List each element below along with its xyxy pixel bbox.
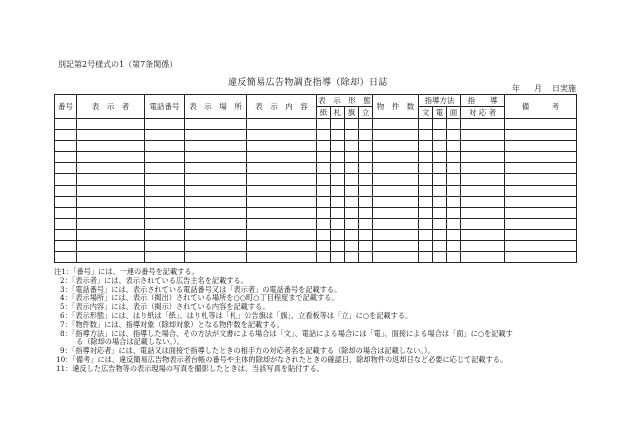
table-cell[interactable] bbox=[145, 252, 185, 263]
note-item: 2：「表示者」には、表示されている広告主名を記載する。 bbox=[60, 275, 248, 285]
table-cell[interactable] bbox=[461, 141, 505, 152]
table-cell[interactable] bbox=[447, 163, 461, 174]
header-form-flag: 旗 bbox=[345, 107, 359, 119]
table-cell[interactable] bbox=[373, 229, 419, 240]
date-year-label: 年 bbox=[512, 84, 520, 93]
table-cell[interactable] bbox=[461, 163, 505, 174]
table-cell[interactable] bbox=[55, 241, 77, 252]
table-cell[interactable] bbox=[433, 130, 447, 141]
table-cell[interactable] bbox=[317, 229, 331, 240]
table-cell[interactable] bbox=[505, 196, 577, 207]
table-row bbox=[55, 141, 577, 152]
header-method-phone: 電 bbox=[433, 107, 447, 119]
table-cell[interactable] bbox=[247, 174, 317, 185]
table-cell[interactable] bbox=[55, 119, 77, 130]
table-cell[interactable] bbox=[145, 229, 185, 240]
table-cell[interactable] bbox=[505, 229, 577, 240]
table-cell[interactable] bbox=[461, 174, 505, 185]
table-cell[interactable] bbox=[419, 241, 433, 252]
table-row bbox=[55, 229, 577, 240]
table-cell[interactable] bbox=[317, 196, 331, 207]
table-cell[interactable] bbox=[331, 241, 345, 252]
table-cell[interactable] bbox=[419, 163, 433, 174]
table-cell[interactable] bbox=[331, 207, 345, 218]
table-cell[interactable] bbox=[359, 163, 373, 174]
table-row bbox=[55, 207, 577, 218]
table-cell[interactable] bbox=[419, 130, 433, 141]
table-cell[interactable] bbox=[185, 252, 247, 263]
header-place: 表 示 場 所 bbox=[185, 95, 247, 119]
header-number: 番号 bbox=[55, 95, 77, 119]
table-cell[interactable] bbox=[77, 152, 145, 163]
table-cell[interactable] bbox=[77, 241, 145, 252]
table-cell[interactable] bbox=[185, 229, 247, 240]
table-cell[interactable] bbox=[55, 130, 77, 141]
table-cell[interactable] bbox=[373, 207, 419, 218]
table-cell[interactable] bbox=[461, 252, 505, 263]
table-cell[interactable] bbox=[331, 229, 345, 240]
table-cell[interactable] bbox=[55, 196, 77, 207]
table-cell[interactable] bbox=[331, 252, 345, 263]
table-cell[interactable] bbox=[185, 241, 247, 252]
table-cell[interactable] bbox=[331, 196, 345, 207]
table-cell[interactable] bbox=[359, 174, 373, 185]
header-form-stand: 立 bbox=[359, 107, 373, 119]
table-cell[interactable] bbox=[247, 119, 317, 130]
table-cell[interactable] bbox=[331, 218, 345, 229]
table-cell[interactable] bbox=[505, 163, 577, 174]
date-line bbox=[492, 83, 576, 94]
table-cell[interactable] bbox=[373, 174, 419, 185]
note-item: 注1：「番号」には、一連の番号を記載する。 bbox=[54, 267, 199, 276]
table-cell[interactable] bbox=[77, 130, 145, 141]
table-cell[interactable] bbox=[373, 218, 419, 229]
table-row bbox=[55, 163, 577, 174]
table-cell[interactable] bbox=[461, 241, 505, 252]
table-cell[interactable] bbox=[433, 174, 447, 185]
table-cell[interactable] bbox=[185, 207, 247, 218]
table-cell[interactable] bbox=[359, 207, 373, 218]
table-cell[interactable] bbox=[345, 152, 359, 163]
table-cell[interactable] bbox=[77, 174, 145, 185]
table-cell[interactable] bbox=[77, 252, 145, 263]
table-cell[interactable] bbox=[55, 252, 77, 263]
table-cell[interactable] bbox=[247, 207, 317, 218]
table-cell[interactable] bbox=[317, 141, 331, 152]
header-method: 指導方法 bbox=[419, 95, 461, 107]
table-cell[interactable] bbox=[317, 174, 331, 185]
table-cell[interactable] bbox=[55, 174, 77, 185]
table-cell[interactable] bbox=[419, 141, 433, 152]
table-cell[interactable] bbox=[345, 119, 359, 130]
table-cell[interactable] bbox=[55, 229, 77, 240]
table-cell[interactable] bbox=[359, 218, 373, 229]
table-row bbox=[55, 241, 577, 252]
table-cell[interactable] bbox=[247, 196, 317, 207]
table-cell[interactable] bbox=[433, 207, 447, 218]
table-cell[interactable] bbox=[505, 185, 577, 196]
table-cell[interactable] bbox=[345, 141, 359, 152]
note-item: 8：「指導方法」には、指導した場合、その方法が文書による場合は「文」、電話による場合には「電」、面接による場合は「面」に○を記載す bbox=[60, 328, 513, 338]
table-cell[interactable] bbox=[345, 185, 359, 196]
date-month-label: 月 bbox=[534, 84, 542, 93]
table-cell[interactable] bbox=[185, 218, 247, 229]
table-row bbox=[55, 152, 577, 163]
header-form-tag: 札 bbox=[331, 107, 345, 119]
table-row bbox=[55, 196, 577, 207]
table-cell[interactable] bbox=[185, 185, 247, 196]
table-cell[interactable] bbox=[505, 174, 577, 185]
header-form-paper: 紙 bbox=[317, 107, 331, 119]
table-cell[interactable] bbox=[345, 130, 359, 141]
table-cell[interactable] bbox=[461, 229, 505, 240]
table-cell[interactable] bbox=[359, 241, 373, 252]
table-cell[interactable] bbox=[77, 141, 145, 152]
note-item: 6：「表示形態」には、はり紙は「紙」、はり札等は「札」公告旗は「旗」、立看板等は「立」に○を記載する。 bbox=[60, 310, 413, 320]
table-cell[interactable] bbox=[331, 163, 345, 174]
table-cell[interactable] bbox=[345, 196, 359, 207]
table-cell[interactable] bbox=[447, 218, 461, 229]
table-cell[interactable] bbox=[419, 218, 433, 229]
form-reference: 別記第2号様式の1（第7条関係） bbox=[58, 60, 178, 69]
table-cell[interactable] bbox=[185, 119, 247, 130]
table-cell[interactable] bbox=[55, 163, 77, 174]
table-cell[interactable] bbox=[505, 252, 577, 263]
table-cell[interactable] bbox=[447, 119, 461, 130]
table-cell[interactable] bbox=[55, 185, 77, 196]
table-cell[interactable] bbox=[145, 119, 185, 130]
table-row bbox=[55, 130, 577, 141]
date-day-label: 日実施 bbox=[552, 84, 576, 93]
table-cell[interactable] bbox=[247, 252, 317, 263]
table-cell[interactable] bbox=[433, 229, 447, 240]
table-cell[interactable] bbox=[345, 241, 359, 252]
table-cell[interactable] bbox=[247, 141, 317, 152]
table-cell[interactable] bbox=[419, 252, 433, 263]
table-cell[interactable] bbox=[373, 130, 419, 141]
table-cell[interactable] bbox=[433, 241, 447, 252]
table-cell[interactable] bbox=[247, 218, 317, 229]
table-cell[interactable] bbox=[419, 119, 433, 130]
table-cell[interactable] bbox=[447, 196, 461, 207]
header-method-document: 文 bbox=[419, 107, 433, 119]
table-cell[interactable] bbox=[373, 152, 419, 163]
table-cell[interactable] bbox=[359, 196, 373, 207]
header-method-interview: 面 bbox=[447, 107, 461, 119]
header-handler-top: 指 導 bbox=[461, 95, 505, 107]
table-cell[interactable] bbox=[373, 119, 419, 130]
table-cell[interactable] bbox=[505, 152, 577, 163]
table-cell[interactable] bbox=[433, 196, 447, 207]
table-cell[interactable] bbox=[247, 163, 317, 174]
table-cell[interactable] bbox=[359, 152, 373, 163]
table-cell[interactable] bbox=[331, 152, 345, 163]
table-cell[interactable] bbox=[359, 185, 373, 196]
note-item: 10：「備考」には、違反簡易広告物表示者台帳の番号や主体的除却がなされたときの確認日、除却物件の返却日など必要に応じて記載する。 bbox=[56, 354, 508, 364]
table-cell[interactable] bbox=[145, 185, 185, 196]
note-item: 3：「電話番号」には、表示されている電話番号又は「表示者」の電話番号を記載する。 bbox=[60, 284, 342, 294]
table-row bbox=[55, 119, 577, 130]
table-cell[interactable] bbox=[77, 207, 145, 218]
table-cell[interactable] bbox=[317, 241, 331, 252]
table-cell[interactable] bbox=[359, 119, 373, 130]
log-table bbox=[54, 94, 577, 263]
table-cell[interactable] bbox=[419, 229, 433, 240]
table-cell[interactable] bbox=[505, 218, 577, 229]
header-count: 物 件 数 bbox=[373, 95, 419, 119]
table-cell[interactable] bbox=[447, 241, 461, 252]
table-cell[interactable] bbox=[331, 130, 345, 141]
table-cell[interactable] bbox=[331, 141, 345, 152]
table-cell[interactable] bbox=[461, 196, 505, 207]
table-cell[interactable] bbox=[317, 163, 331, 174]
table-cell[interactable] bbox=[447, 207, 461, 218]
table-cell[interactable] bbox=[345, 174, 359, 185]
table-cell[interactable] bbox=[359, 130, 373, 141]
table-cell[interactable] bbox=[77, 119, 145, 130]
table-cell[interactable] bbox=[247, 185, 317, 196]
table-cell[interactable] bbox=[461, 218, 505, 229]
table-cell[interactable] bbox=[505, 130, 577, 141]
table-cell[interactable] bbox=[345, 163, 359, 174]
table-cell[interactable] bbox=[345, 252, 359, 263]
table-cell[interactable] bbox=[419, 152, 433, 163]
table-cell[interactable] bbox=[461, 185, 505, 196]
table-cell[interactable] bbox=[447, 141, 461, 152]
table-cell[interactable] bbox=[145, 207, 185, 218]
table-cell[interactable] bbox=[77, 185, 145, 196]
table-cell[interactable] bbox=[447, 152, 461, 163]
table-cell[interactable] bbox=[433, 152, 447, 163]
header-form: 表 示 形 態 bbox=[318, 96, 371, 105]
table-cell[interactable] bbox=[145, 130, 185, 141]
table-cell[interactable] bbox=[331, 174, 345, 185]
table-cell[interactable] bbox=[373, 241, 419, 252]
table-cell[interactable] bbox=[317, 130, 331, 141]
table-cell[interactable] bbox=[247, 241, 317, 252]
notes bbox=[54, 268, 584, 374]
table-cell[interactable] bbox=[505, 141, 577, 152]
table-cell[interactable] bbox=[145, 141, 185, 152]
table-cell[interactable] bbox=[331, 185, 345, 196]
table-cell[interactable] bbox=[77, 196, 145, 207]
header-content: 表 示 内 容 bbox=[247, 95, 317, 119]
table-cell[interactable] bbox=[145, 241, 185, 252]
table-row bbox=[55, 185, 577, 196]
table-cell[interactable] bbox=[77, 163, 145, 174]
table-cell[interactable] bbox=[505, 119, 577, 130]
table-cell[interactable] bbox=[247, 130, 317, 141]
table-cell[interactable] bbox=[345, 218, 359, 229]
table-cell[interactable] bbox=[317, 152, 331, 163]
table-cell[interactable] bbox=[447, 252, 461, 263]
table-cell[interactable] bbox=[317, 207, 331, 218]
table-cell[interactable] bbox=[461, 152, 505, 163]
table-cell[interactable] bbox=[447, 185, 461, 196]
header-handler-bottom: 対 応 者 bbox=[461, 107, 505, 119]
table-cell[interactable] bbox=[359, 252, 373, 263]
note-item: 5：「表示内容」には、表示（掲示）されている内容を記載する。 bbox=[60, 302, 270, 312]
table-cell[interactable] bbox=[247, 229, 317, 240]
table-cell[interactable] bbox=[373, 196, 419, 207]
note-item: 11：違反した広告物等の表示現場の写真を撮影したときは、当該写真を貼付する。 bbox=[56, 363, 324, 373]
table-cell[interactable] bbox=[145, 174, 185, 185]
table-cell[interactable] bbox=[345, 229, 359, 240]
table-cell[interactable] bbox=[419, 185, 433, 196]
table-cell[interactable] bbox=[359, 141, 373, 152]
table-cell[interactable] bbox=[373, 141, 419, 152]
table-cell[interactable] bbox=[55, 141, 77, 152]
table-cell[interactable] bbox=[419, 174, 433, 185]
table-cell[interactable] bbox=[317, 119, 331, 130]
table-cell[interactable] bbox=[505, 241, 577, 252]
document-title: 違反簡易広告物調査指導（除却）日誌 bbox=[228, 78, 388, 88]
note-item: 7：「物件数」には、指導対象（除却対象）となる物件数を記載する。 bbox=[60, 319, 284, 329]
table-cell[interactable] bbox=[145, 196, 185, 207]
table-cell[interactable] bbox=[185, 152, 247, 163]
header-remarks: 備 考 bbox=[505, 95, 577, 119]
table-cell[interactable] bbox=[185, 196, 247, 207]
table-cell[interactable] bbox=[55, 218, 77, 229]
table-row bbox=[55, 252, 577, 263]
table-cell[interactable] bbox=[447, 174, 461, 185]
table-cell[interactable] bbox=[55, 207, 77, 218]
table-cell[interactable] bbox=[145, 152, 185, 163]
table-row bbox=[55, 174, 577, 185]
table-cell[interactable] bbox=[419, 207, 433, 218]
table-cell[interactable] bbox=[373, 252, 419, 263]
table-cell[interactable] bbox=[145, 218, 185, 229]
note-item: 9：「指導対応者」には、電話又は面接で指導したときの相手方の対応者名を記載する（除却の場合は記載しない。）。 bbox=[60, 346, 435, 356]
table-cell[interactable] bbox=[345, 207, 359, 218]
table-cell[interactable] bbox=[317, 252, 331, 263]
table-cell[interactable] bbox=[185, 174, 247, 185]
table-cell[interactable] bbox=[359, 229, 373, 240]
table-cell[interactable] bbox=[433, 218, 447, 229]
table-cell[interactable] bbox=[373, 185, 419, 196]
table-cell[interactable] bbox=[247, 152, 317, 163]
table-cell[interactable] bbox=[77, 218, 145, 229]
table-cell[interactable] bbox=[447, 130, 461, 141]
table-cell[interactable] bbox=[433, 141, 447, 152]
table-cell[interactable] bbox=[505, 207, 577, 218]
table-cell[interactable] bbox=[77, 229, 145, 240]
note-item: 4：「表示場所」には、表示（掲出）されている場所を○○町○丁目程度まで記載する。 bbox=[60, 293, 339, 303]
table-cell[interactable] bbox=[433, 163, 447, 174]
table-cell[interactable] bbox=[185, 163, 247, 174]
table-cell[interactable] bbox=[461, 130, 505, 141]
table-cell[interactable] bbox=[317, 185, 331, 196]
table-cell[interactable] bbox=[373, 163, 419, 174]
table-cell[interactable] bbox=[433, 252, 447, 263]
table-cell[interactable] bbox=[419, 196, 433, 207]
table-cell[interactable] bbox=[145, 163, 185, 174]
table-cell[interactable] bbox=[433, 119, 447, 130]
table-cell[interactable] bbox=[317, 218, 331, 229]
table-row bbox=[55, 218, 577, 229]
table-cell[interactable] bbox=[461, 207, 505, 218]
table-cell[interactable] bbox=[185, 130, 247, 141]
table-cell[interactable] bbox=[331, 119, 345, 130]
table-cell[interactable] bbox=[433, 185, 447, 196]
table-cell[interactable] bbox=[461, 119, 505, 130]
table-cell[interactable] bbox=[447, 229, 461, 240]
table-cell[interactable] bbox=[55, 152, 77, 163]
table-cell[interactable] bbox=[185, 141, 247, 152]
note-item-continuation: る（除却の場合は記載しない。）。 bbox=[76, 337, 184, 347]
header-phone: 電話番号 bbox=[145, 95, 185, 119]
header-advertiser: 表 示 者 bbox=[77, 95, 145, 119]
